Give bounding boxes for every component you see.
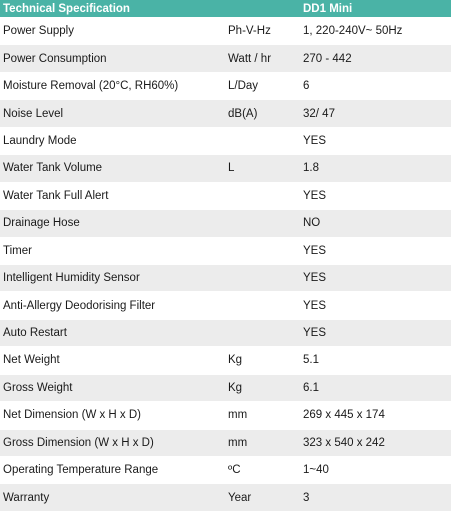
spec-unit-cell: mm — [225, 402, 300, 429]
table-row — [0, 429, 451, 456]
spec-unit-cell: Kg — [225, 374, 300, 401]
spec-value-cell: 6 — [300, 72, 451, 99]
table-row — [0, 374, 451, 401]
spec-unit-cell — [225, 182, 300, 209]
spec-name-cell: Gross Dimension (W x H x D) — [0, 429, 225, 456]
table-row — [0, 484, 451, 512]
spec-value-cell: 6.1 — [300, 374, 451, 401]
table-row — [0, 155, 451, 182]
spec-unit-cell — [225, 264, 300, 291]
spec-value-cell: YES — [300, 264, 451, 291]
spec-value-cell: NO — [300, 210, 451, 237]
spec-value-cell: 5.1 — [300, 347, 451, 374]
spec-value-cell: 1, 220-240V~ 50Hz — [300, 18, 451, 45]
spec-name-cell: Intelligent Humidity Sensor — [0, 264, 225, 291]
spec-unit-cell — [225, 319, 300, 346]
spec-name-cell: Water Tank Volume — [0, 155, 225, 182]
spec-name-cell: Water Tank Full Alert — [0, 182, 225, 209]
spec-name-cell: Net Weight — [0, 347, 225, 374]
spec-value-cell: YES — [300, 127, 451, 154]
table-row — [0, 182, 451, 209]
table-row — [0, 210, 451, 237]
spec-value-cell: 1~40 — [300, 457, 451, 484]
spec-name-cell: Laundry Mode — [0, 127, 225, 154]
spec-value-cell: YES — [300, 237, 451, 264]
spec-name-cell: Gross Weight — [0, 374, 225, 401]
spec-unit-cell: ºC — [225, 457, 300, 484]
table-row — [0, 292, 451, 319]
spec-value-cell: 3 — [300, 484, 451, 512]
spec-unit-cell: L/Day — [225, 72, 300, 99]
spec-value-cell: YES — [300, 292, 451, 319]
spec-unit-cell — [225, 127, 300, 154]
spec-name-cell: Anti-Allergy Deodorising Filter — [0, 292, 225, 319]
spec-unit-cell: L — [225, 155, 300, 182]
spec-name-cell: Noise Level — [0, 100, 225, 127]
table-row — [0, 72, 451, 99]
spec-name-cell: Power Consumption — [0, 45, 225, 72]
spec-name-cell: Drainage Hose — [0, 210, 225, 237]
spec-value-cell: 269 x 445 x 174 — [300, 402, 451, 429]
table-row — [0, 264, 451, 291]
spec-header-row — [0, 0, 451, 18]
table-row — [0, 457, 451, 484]
spec-body — [0, 18, 451, 512]
spec-unit-cell: mm — [225, 429, 300, 456]
spec-unit-cell: Kg — [225, 347, 300, 374]
model-header-label: DD1 Mini — [300, 0, 451, 18]
table-row — [0, 18, 451, 45]
spec-unit-cell — [225, 210, 300, 237]
table-row — [0, 237, 451, 264]
spec-name-cell: Operating Temperature Range — [0, 457, 225, 484]
spec-name-cell: Timer — [0, 237, 225, 264]
spec-name-cell: Net Dimension (W x H x D) — [0, 402, 225, 429]
table-row — [0, 100, 451, 127]
spec-unit-cell — [225, 292, 300, 319]
spec-header-label: Technical Specification — [0, 0, 225, 18]
spec-unit-cell: dB(A) — [225, 100, 300, 127]
table-row — [0, 45, 451, 72]
spec-unit-cell: Watt / hr — [225, 45, 300, 72]
spec-value-cell: YES — [300, 182, 451, 209]
spec-name-cell: Auto Restart — [0, 319, 225, 346]
table-row — [0, 402, 451, 429]
spec-unit-cell: Year — [225, 484, 300, 512]
spec-unit-cell — [225, 237, 300, 264]
unit-header-label — [225, 0, 300, 18]
table-row — [0, 127, 451, 154]
spec-value-cell: YES — [300, 319, 451, 346]
spec-value-cell: 32/ 47 — [300, 100, 451, 127]
spec-name-cell: Power Supply — [0, 18, 225, 45]
spec-value-cell: 323 x 540 x 242 — [300, 429, 451, 456]
spec-name-cell: Warranty — [0, 484, 225, 512]
spec-unit-cell: Ph-V-Hz — [225, 18, 300, 45]
table-row — [0, 347, 451, 374]
spec-value-cell: 270 - 442 — [300, 45, 451, 72]
table-row — [0, 319, 451, 346]
spec-name-cell: Moisture Removal (20°C, RH60%) — [0, 72, 225, 99]
spec-value-cell: 1.8 — [300, 155, 451, 182]
